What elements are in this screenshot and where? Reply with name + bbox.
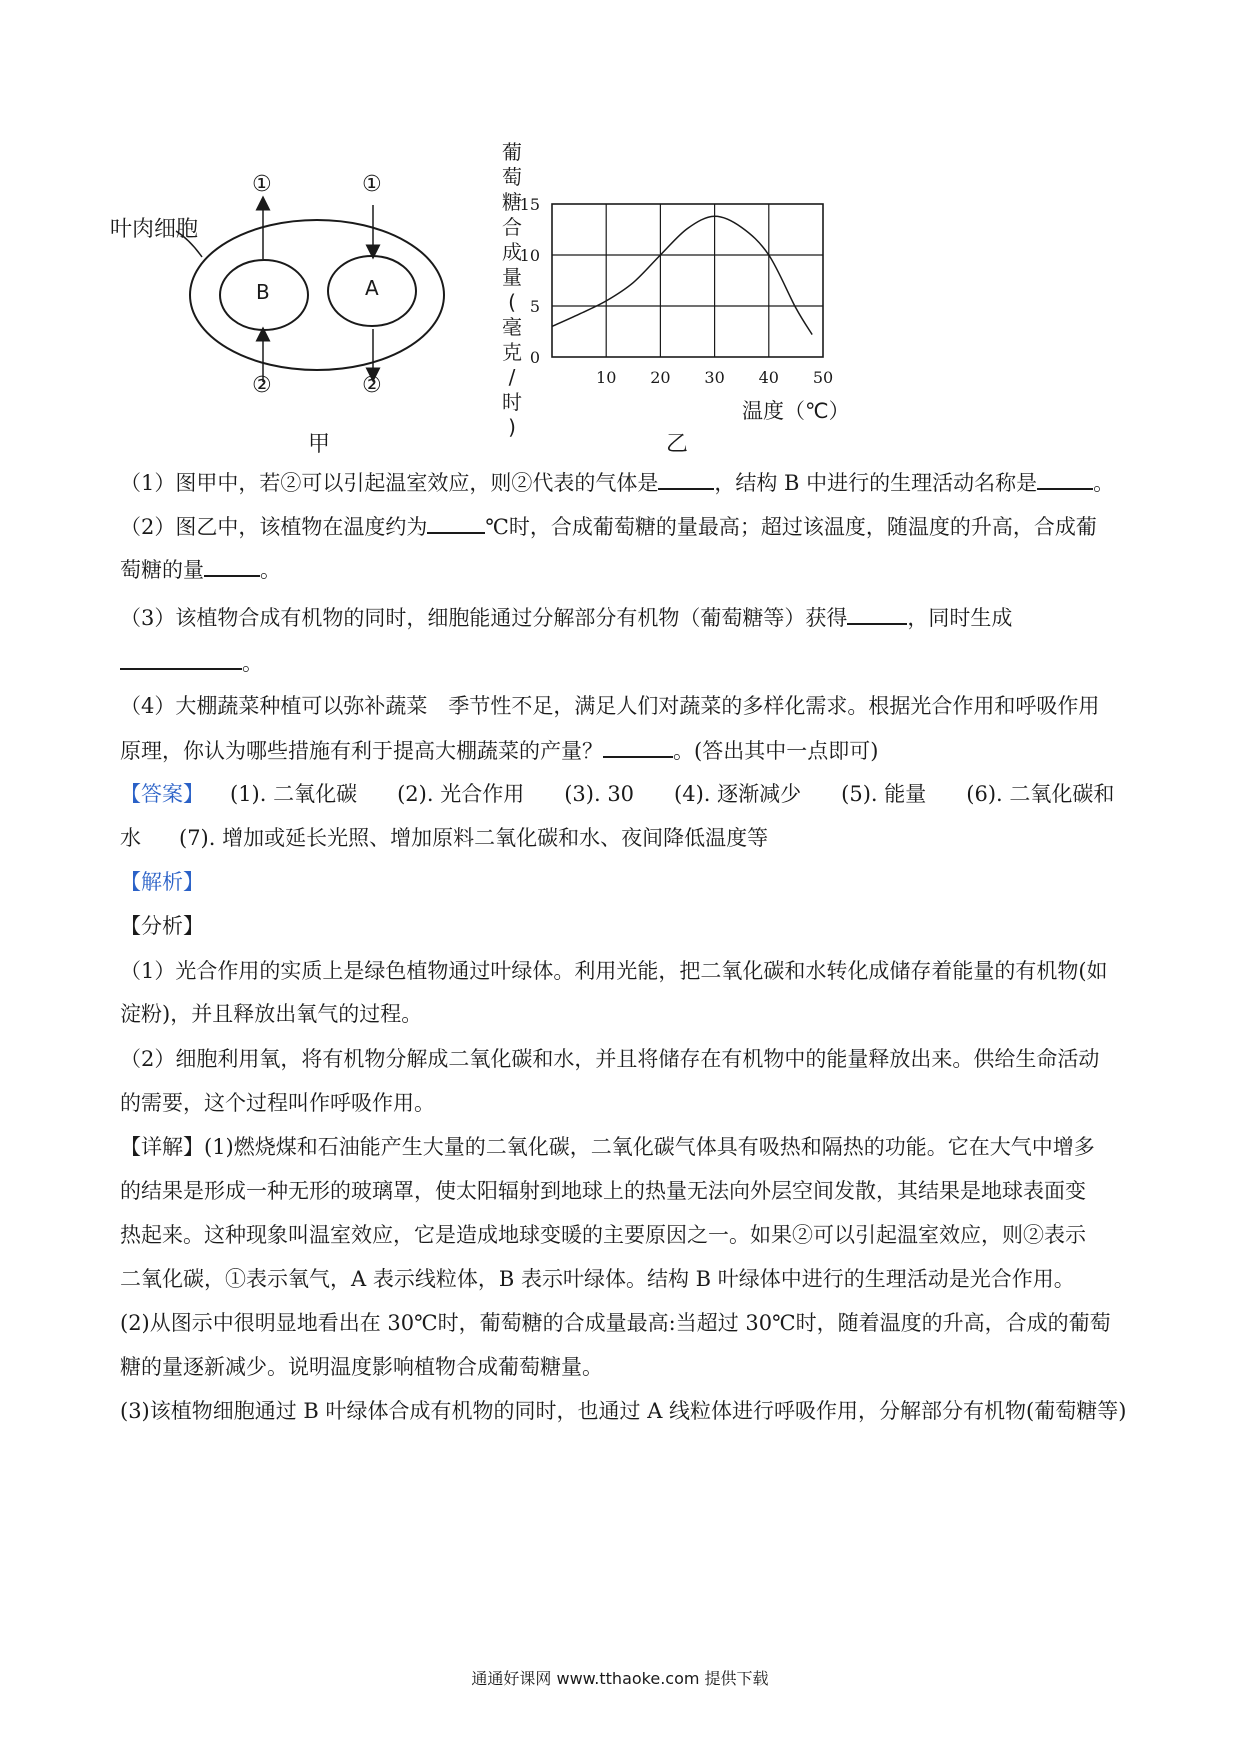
- fenxi-p1-line-2: 淀粉)，并且释放出氧气的过程。: [120, 1002, 423, 1026]
- answer-item-2: (2). 光合作用: [397, 782, 525, 806]
- answer-item-3: (3). 30: [564, 782, 635, 806]
- chart-xlabel: 温度（℃）: [742, 399, 850, 423]
- mark-2-right: ②: [362, 373, 382, 398]
- analysis-tag: 【解析】: [120, 870, 204, 894]
- chart-ylabel-char: 毫: [502, 315, 522, 339]
- q3-line-1: （3）该植物合成有机物的同时，细胞能通过分解部分有机物（葡萄糖等）获得 ，同时生成: [120, 603, 1130, 632]
- q1-blank-2: [1037, 468, 1093, 490]
- answer-line-1: [120, 780, 1130, 808]
- answer-tag: 【答案】: [120, 782, 204, 806]
- chart-ylabel-char: /: [508, 365, 516, 389]
- chart-ylabel-char: 量: [502, 265, 522, 289]
- chart-xtick-label: 40: [758, 368, 779, 387]
- chart-xtick-label: 50: [812, 368, 834, 387]
- chart-series-line: [552, 216, 812, 334]
- mark-2-left: ②: [252, 373, 272, 398]
- glucose-temperature-chart: [520, 190, 850, 420]
- chart-xtick-label: 10: [596, 368, 617, 387]
- chart-ylabel-char: 萄: [502, 165, 522, 189]
- mark-1-left: ①: [252, 172, 272, 197]
- q2-line-2: 萄糖的量 。: [120, 555, 1130, 584]
- leaf-cell-label: 叶肉细胞: [110, 217, 199, 242]
- q2-blank-2: [204, 555, 260, 577]
- chart-ylabel-char: 葡: [502, 140, 522, 164]
- answer-item-5: (5). 能量: [841, 782, 927, 806]
- q4-line-1: （4）大棚蔬菜种植可以弥补蔬菜 季节性不足，满足人们对蔬菜的多样化需求。根据光合作用和呼吸作用: [120, 694, 1100, 718]
- chart-ylabel-char: (: [508, 290, 516, 314]
- organelle-a-label: A: [365, 276, 379, 300]
- detail-line-7: (3)该植物细胞通过 B 叶绿体合成有机物的同时，也通过 A 线粒体进行呼吸作用，分解部分有机物(葡萄糖等): [120, 1399, 1127, 1423]
- answer-item-1: (1). 二氧化碳: [230, 782, 358, 806]
- chart-ytick-label: 0: [529, 348, 540, 367]
- chart-ylabel-char: 时: [502, 390, 522, 414]
- detail-line-4: 二氧化碳，①表示氧气，A 表示线粒体，B 表示叶绿体。结构 B 叶绿体中进行的生理活动是光合作用。: [120, 1267, 1075, 1291]
- q1-blank-1: [658, 468, 714, 490]
- detail-line-1: 【详解】(1)燃烧煤和石油能产生大量的二氧化碳，二氧化碳气体具有吸热和隔热的功能。它在大气中增多: [120, 1135, 1095, 1159]
- chart-ylabel-char: ): [508, 415, 516, 439]
- figure-jia-caption: 甲: [308, 432, 331, 457]
- chart-ylabel-char: 糖: [502, 190, 522, 214]
- answer-line-2: 水 (7). 增加或延长光照、增加原料二氧化碳和水、夜间降低温度等: [120, 826, 769, 850]
- chart-ytick-label: 5: [529, 297, 540, 316]
- chart-xtick-label: 20: [650, 368, 671, 387]
- answer-item-7: (7). 增加或延长光照、增加原料二氧化碳和水、夜间降低温度等: [179, 826, 769, 850]
- detail-line-5: (2)从图示中很明显地看出在 30℃时，葡萄糖的合成量最高:当超过 30℃时，随着温度的升高，合成的葡萄: [120, 1311, 1111, 1335]
- chart-ylabel-char: 合: [502, 215, 522, 239]
- detail-line-6: 糖的量逐新减少。说明温度影响植物合成葡萄糖量。: [120, 1355, 603, 1379]
- chart-xtick-label: 30: [704, 368, 725, 387]
- fenxi-tag: 【分析】: [120, 914, 204, 938]
- q3-blank-1: [847, 603, 907, 625]
- fenxi-p2-line-1: （2）细胞利用氧，将有机物分解成二氧化碳和水，并且将储存在有机物中的能量释放出来。供给生命活动: [120, 1047, 1100, 1071]
- organelle-b-label: B: [256, 280, 270, 304]
- q4-blank: [603, 736, 673, 758]
- q1-line: （1）图甲中，若②可以引起温室效应，则②代表的气体是 ，结构 B 中进行的生理活动名称是 。: [120, 468, 1130, 497]
- detail-line-3: 热起来。这种现象叫温室效应，它是造成地球变暖的主要原因之一。如果②可以引起温室效应，则②表示: [120, 1223, 1086, 1247]
- q4-line-2: 原理，你认为哪些措施有利于提高大棚蔬菜的产量？ 。(答出其中一点即可): [120, 736, 1130, 765]
- fenxi-p2-line-2: 的需要，这个过程叫作呼吸作用。: [120, 1091, 435, 1115]
- answer-item-6: (6). 二氧化碳和: [966, 782, 1115, 806]
- chart-ytick-label: 10: [520, 246, 540, 265]
- detail-line-2: 的结果是形成一种无形的玻璃罩，使太阳辐射到地球上的热量无法向外层空间发散，其结果是地球表面变: [120, 1179, 1086, 1203]
- mark-1-right: ①: [362, 172, 382, 197]
- chart-ytick-label: 15: [520, 195, 540, 214]
- q3-blank-2: [120, 648, 242, 670]
- figure-yi-caption: 乙: [666, 432, 689, 457]
- q2-line-1: （2）图乙中，该植物在温度约为 ℃时，合成葡萄糖的量最高；超过该温度，随温度的升高，合成葡: [120, 512, 1130, 541]
- chart-ylabel-char: 克: [502, 340, 522, 364]
- q2-blank-1: [427, 512, 485, 534]
- fenxi-p1-line-1: （1）光合作用的实质上是绿色植物通过叶绿体。利用光能，把二氧化碳和水转化成储存着能量的有机物(如: [120, 959, 1108, 983]
- chart-ylabel-char: 成: [502, 240, 522, 264]
- answer-item-4: (4). 逐渐减少: [674, 782, 802, 806]
- q3-line-2: 。: [120, 648, 1130, 677]
- page-footer: 通通好课网 www.tthaoke.com 提供下载: [471, 1669, 769, 1688]
- leaf-cell-ellipse: [190, 220, 444, 370]
